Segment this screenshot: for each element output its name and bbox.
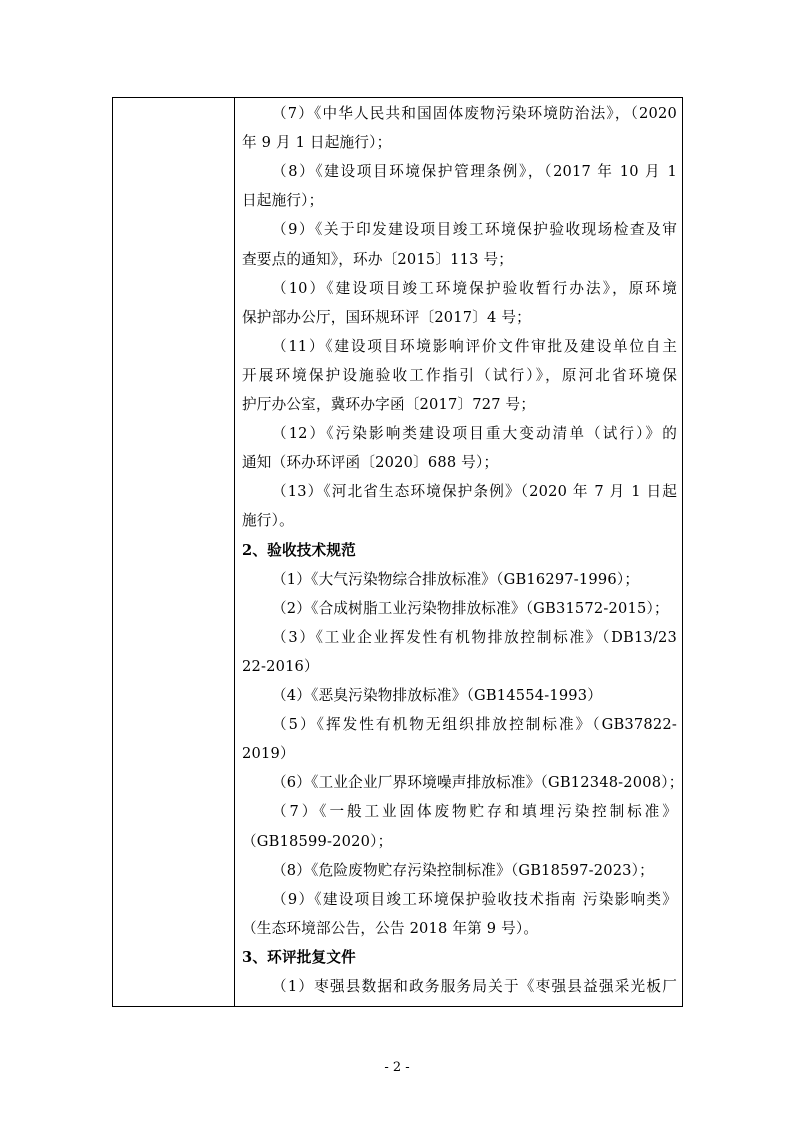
text-line: 年 9 月 1 日起施行）； <box>242 134 392 152</box>
text-line: 2019） <box>242 745 295 763</box>
text-line: （3）《工业企业挥发性有机物排放控制标准》（DB13/23 <box>272 628 677 646</box>
text-line: （11）《建设项目环境影响评价文件审批及建设单位自主 <box>272 337 677 355</box>
text-line: 开展环境保护设施验收工作指引（试行）》，原河北省环境保 <box>242 366 677 384</box>
text-line: （8）《建设项目环境保护管理条例》，（2017 年 10 月 1 <box>272 163 677 181</box>
text-line: （6）《工业企业厂界环境噪声排放标准》（GB12348-2008）； <box>272 774 684 792</box>
text-line: （1）《大气污染物综合排放标准》（GB16297-1996）； <box>272 570 640 588</box>
table-left-column <box>113 98 235 1006</box>
document-table <box>112 97 683 1007</box>
text-line: （生态环境部公告，公告 2018 年第 9 号）。 <box>242 919 539 937</box>
text-line: （7）《中华人民共和国固体废物污染环境防治法》，（2020 <box>272 105 677 122</box>
text-line: （9）《关于印发建设项目竣工环境保护验收现场检查及审 <box>272 221 677 239</box>
text-line: （7）《一般工业固体废物贮存和填埋污染控制标准》 <box>272 803 677 821</box>
text-line: （8）《危险废物贮存污染控制标准》（GB18597-2023）； <box>272 861 654 879</box>
section-heading: 3、环评批复文件 <box>242 948 356 966</box>
text-line: （GB18599-2020）； <box>242 832 393 850</box>
text-line: （9）《建设项目竣工环境保护验收技术指南 污染影响类》 <box>272 890 677 908</box>
text-line: （12）《污染影响类建设项目重大变动清单（试行）》的 <box>272 425 677 443</box>
text-line: 查要点的通知》，环办〔2015〕113 号； <box>242 250 514 268</box>
text-line: （1）枣强县数据和政务服务局关于《枣强县益强采光板厂 <box>272 978 677 995</box>
text-line: （4）《恶臭污染物排放标准》（GB14554-1993） <box>272 687 603 704</box>
section-heading: 2、验收技术规范 <box>242 541 356 559</box>
text-line: 22-2016） <box>242 657 319 675</box>
text-line: 通知（环办环评函〔2020〕688 号）； <box>242 454 499 472</box>
text-line: （2）《合成树脂工业污染物排放标准》（GB31572-2015）； <box>272 599 669 617</box>
page-number: - 2 - <box>384 1060 410 1075</box>
text-line: （5）《挥发性有机物无组织排放控制标准》（GB37822- <box>272 716 677 734</box>
text-line: 日起施行）； <box>242 192 324 210</box>
text-line: 保护部办公厅，国环规环评〔2017〕4 号； <box>242 308 531 326</box>
text-line: 施行）。 <box>242 512 294 530</box>
text-line: 护厅办公室，冀环办字函〔2017〕727 号； <box>242 396 536 413</box>
text-line: （10）《建设项目竣工环境保护验收暂行办法》，原环境 <box>272 279 677 297</box>
text-line: （13）《河北省生态环境保护条例》（2020 年 7 月 1 日起 <box>272 483 677 501</box>
